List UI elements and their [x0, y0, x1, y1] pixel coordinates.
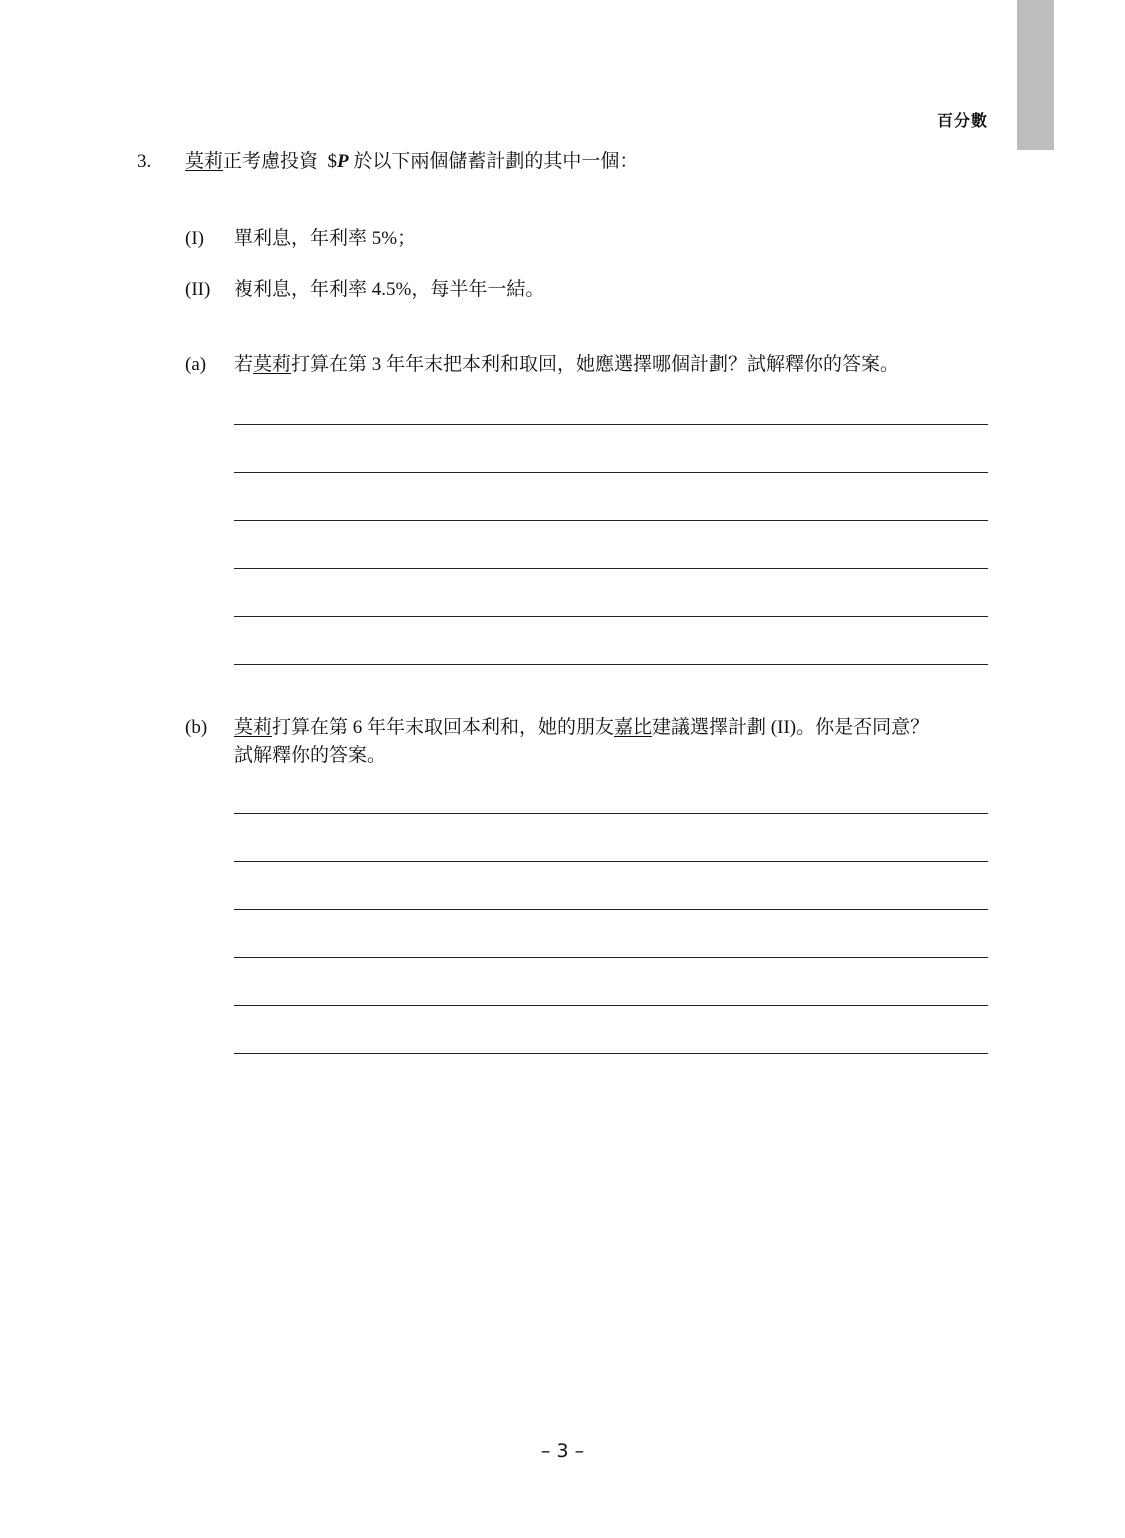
- person-name-gabby: 嘉比: [614, 717, 653, 738]
- intro-text-2: 於以下兩個儲蓄計劃的其中一個：: [353, 151, 639, 172]
- part-b-text-2: 建議選擇計劃 (II)。你是否同意？: [652, 717, 930, 738]
- part-a-question: [234, 351, 899, 379]
- answer-line-b-3[interactable]: [234, 909, 988, 910]
- intro-text-1: 正考慮投資: [223, 151, 319, 172]
- plan-2-label: (II): [185, 279, 211, 300]
- plan-2-text: 複利息，年利率 4.5%，每半年一結。: [234, 279, 545, 300]
- answer-line-b-4[interactable]: [234, 957, 988, 958]
- topic-header: 百分數: [936, 111, 988, 130]
- answer-line-b-6[interactable]: [234, 1053, 988, 1054]
- question-intro: [185, 148, 638, 176]
- answer-line-a-4[interactable]: [234, 568, 988, 569]
- answer-line-b-2[interactable]: [234, 861, 988, 862]
- plan-1-label: (I): [185, 228, 204, 249]
- part-b-question: [234, 714, 929, 742]
- part-b-label: (b): [185, 717, 208, 738]
- person-name-molly: 莫莉: [185, 151, 224, 172]
- answer-line-a-1[interactable]: [234, 424, 988, 425]
- answer-line-a-2[interactable]: [234, 472, 988, 473]
- question-number: 3.: [137, 151, 152, 172]
- part-b-question-line-2: 試解釋你的答案。: [234, 745, 387, 766]
- answer-line-a-5[interactable]: [234, 616, 988, 617]
- plan-1-text: 單利息，年利率 5%；: [234, 228, 417, 249]
- person-name-molly: 莫莉: [253, 354, 292, 375]
- part-a-label: (a): [185, 354, 207, 375]
- dollar-sign: $: [327, 151, 338, 172]
- part-b-text-1: 打算在第 6 年年末取回本利和，她的朋友: [272, 717, 615, 738]
- page-number: – 3 –: [540, 1440, 585, 1462]
- principal-variable: P: [337, 151, 349, 172]
- part-a-pre: 若: [234, 354, 254, 375]
- answer-line-a-6[interactable]: [234, 664, 988, 665]
- part-a-text: 打算在第 3 年年末把本利和取回，她應選擇哪個計劃？試解釋你的答案。: [291, 354, 900, 375]
- answer-line-a-3[interactable]: [234, 520, 988, 521]
- answer-line-b-1[interactable]: [234, 813, 988, 814]
- person-name-molly: 莫莉: [234, 717, 273, 738]
- answer-line-b-5[interactable]: [234, 1005, 988, 1006]
- section-tab-marker: [1017, 0, 1054, 150]
